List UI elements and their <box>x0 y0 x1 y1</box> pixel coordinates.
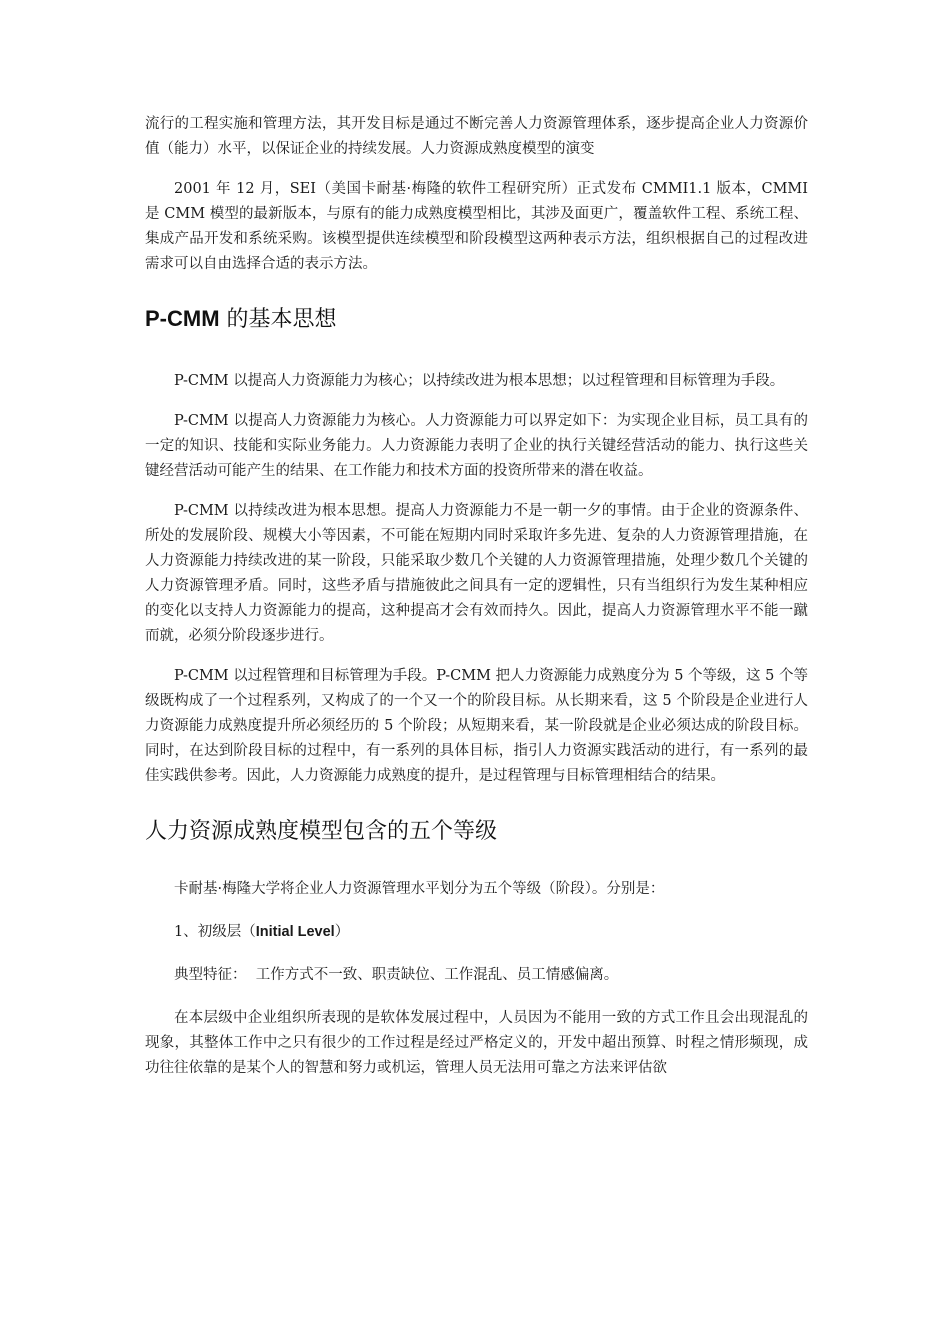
pcmm-core-paragraph: P-CMM 以提高人力资源能力为核心。人力资源能力可以界定如下：为实现企业目标，员工具有的一定的知识、技能和实际业务能力。人力资源能力表明了企业的执行关键经营活动的能力、执行这些关键经营活动可能产生的结果、在工作能力和技术方面的投资所带来的潜在收益。 <box>145 413 808 479</box>
cmmi-release-paragraph: 2001 年 12 月，SEI（美国卡耐基·梅隆的软件工程研究所）正式发布 CMMI1.1 版本，CMMI 是 CMM 模型的最新版本，与原有的能力成熟度模型相比，其涉及面更广，覆盖软件工程、系统工程、集成产品开发和系统采购。该模型提供连续模型和阶段模型这两种表示方法，组织根据自己的过程改进需求可以自由选择合适的表示方法。 <box>145 181 808 272</box>
pcmm-summary-paragraph: P-CMM 以提高人力资源能力为核心；以持续改进为根本思想；以过程管理和目标管理为手段。 <box>174 373 785 389</box>
level1-title-suffix: ） <box>334 924 350 940</box>
pcmm-process-management-paragraph: P-CMM 以过程管理和目标管理为手段。P-CMM 把人力资源能力成熟度分为 5 个等级，这 5 个等级既构成了一个过程系列，又构成了的一个又一个的阶段目标。从长期来看，这 5 个阶段是企业进行人力资源能力成熟度提升所必须经历的 5 个阶段；从短期来看，某一阶段就是企业必须达成的阶段目标。同时，在达到阶段目标的过程中，有一系列的具体目标，指引人力资源实践活动的进行，有一系列的最佳实践供参考。因此，人力资源能力成熟度的提升，是过程管理与目标管理相结合的结果。 <box>145 668 808 784</box>
five-levels-heading: 人力资源成熟度模型包含的五个等级 <box>145 819 498 844</box>
level1-title-latin: Initial Level <box>255 924 335 940</box>
level1-title <box>145 920 808 945</box>
pcmm-section-heading <box>145 304 808 335</box>
pcmm-continuous-improvement-paragraph: P-CMM 以持续改进为根本思想。提高人力资源能力不是一朝一夕的事情。由于企业的资源条件、所处的发展阶段、规模大小等因素，不可能在短期内同时采取许多先进、复杂的人力资源管理措施，在人力资源能力持续改进的某一阶段，只能采取少数几个关键的人力资源管理措施，处理少数几个关键的人力资源管理矛盾。同时，这些矛盾与措施彼此之间具有一定的逻辑性，只有当组织行为发生某种相应的变化以支持人力资源能力的提高，这种提高才会有效而持久。因此，提高人力资源管理水平不能一蹴而就，必须分阶段逐步进行。 <box>145 503 808 644</box>
pcmm-heading-rest: 的基本思想 <box>219 307 337 332</box>
pcmm-heading-latin: P-CMM <box>145 306 220 331</box>
level1-title-prefix: 1、初级层（ <box>174 924 256 940</box>
level1-features-paragraph: 典型特征： 工作方式不一致、职责缺位、工作混乱、员工情感偏离。 <box>174 967 619 983</box>
five-levels-intro-paragraph: 卡耐基·梅隆大学将企业人力资源管理水平划分为五个等级（阶段）。分别是： <box>174 881 665 897</box>
intro-continuation-paragraph: 流行的工程实施和管理方法，其开发目标是通过不断完善人力资源管理体系，逐步提高企业人力资源价值（能力）水平，以保证企业的持续发展。人力资源成熟度模型的演变 <box>145 116 808 157</box>
level1-description-paragraph: 在本层级中企业组织所表现的是软体发展过程中，人员因为不能用一致的方式工作且会出现混乱的现象，其整体工作中之只有很少的工作过程是经过严格定义的，开发中超出预算、时程之情形频现，成功往往依靠的是某个人的智慧和努力或机运，管理人员无法用可靠之方法来评估欲 <box>145 1010 808 1076</box>
